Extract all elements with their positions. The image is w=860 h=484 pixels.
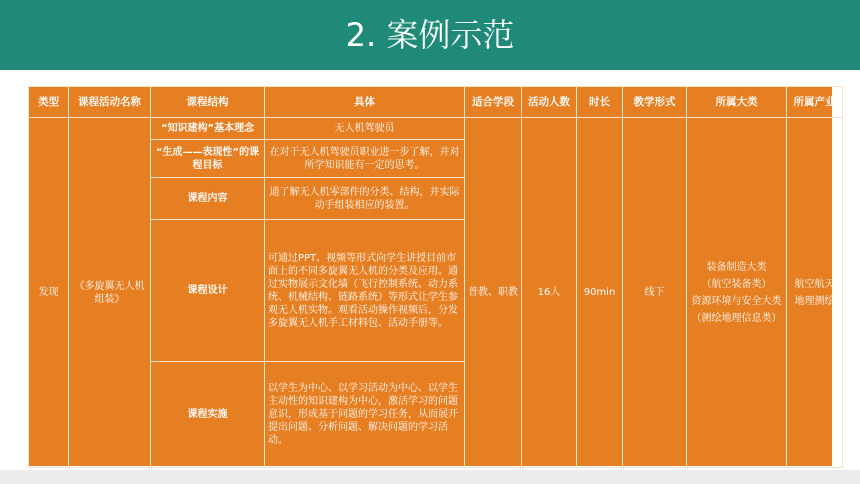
table-row xyxy=(29,118,843,140)
header-row xyxy=(29,87,843,118)
header-duration: 时长 xyxy=(577,87,623,118)
header-structure: 课程结构 xyxy=(151,87,265,118)
cell-form: 线下 xyxy=(623,118,687,468)
cell-industry: 航空航天 地理测绘 xyxy=(787,118,843,468)
cell-structure: 课程设计 xyxy=(151,220,265,362)
cell-category: 装备制造大类 （航空装备类） 资源环境与安全大类 （测绘地理信息类） xyxy=(687,118,787,468)
header-form: 教学形式 xyxy=(623,87,687,118)
cell-structure: “生成——表现性”的课程目标 xyxy=(151,140,265,178)
cell-detail: 通了解无人机零部件的分类、结构，并实际动手组装相应的装置。 xyxy=(265,178,465,220)
header-people: 活动人数 xyxy=(522,87,577,118)
header-type: 类型 xyxy=(29,87,69,118)
case-table xyxy=(28,86,836,466)
slide-title: 2. 案例示范 xyxy=(345,16,515,54)
header-activity-name: 课程活动名称 xyxy=(69,87,151,118)
course-table xyxy=(28,86,843,468)
cell-activity-name: 《多旋翼无人机组装》 xyxy=(69,118,151,468)
cell-structure: “知识建构”基本理念 xyxy=(151,118,265,140)
header-category: 所属大类 xyxy=(687,87,787,118)
cell-structure: 课程实施 xyxy=(151,362,265,468)
header-industry: 所属产业 xyxy=(787,87,843,118)
cell-duration: 90min xyxy=(577,118,623,468)
cell-detail: 无人机驾驶员 xyxy=(265,118,465,140)
cell-stage: 普教、职教 xyxy=(465,118,522,468)
header-detail: 具体 xyxy=(265,87,465,118)
header-stage: 适合学段 xyxy=(465,87,522,118)
cell-detail: 可通过PPT、视频等形式向学生讲授目前市面上的不同多旋翼无人机的分类及应用。通过实物展示文化墙（飞行控制系统、动力系统、机械结构、链路系统）等形式让学生参观无人机实物。观看活动操作视频后，分发多旋翼无人机手工材料包、活动手册等。 xyxy=(265,220,465,362)
bottom-band xyxy=(0,470,860,484)
cell-detail: 以学生为中心、以学习活动为中心、以学生主动性的知识建构为中心，激活学习的问题意识，形成基于问题的学习任务，从而展开提出问题、分析问题、解决问题的学习活动。 xyxy=(265,362,465,468)
cell-structure: 课程内容 xyxy=(151,178,265,220)
cell-type: 发现 xyxy=(29,118,69,468)
cell-people: 16人 xyxy=(522,118,577,468)
cell-detail: 在对于无人机驾驶员职业进一步了解，并对所学知识能有一定的思考。 xyxy=(265,140,465,178)
